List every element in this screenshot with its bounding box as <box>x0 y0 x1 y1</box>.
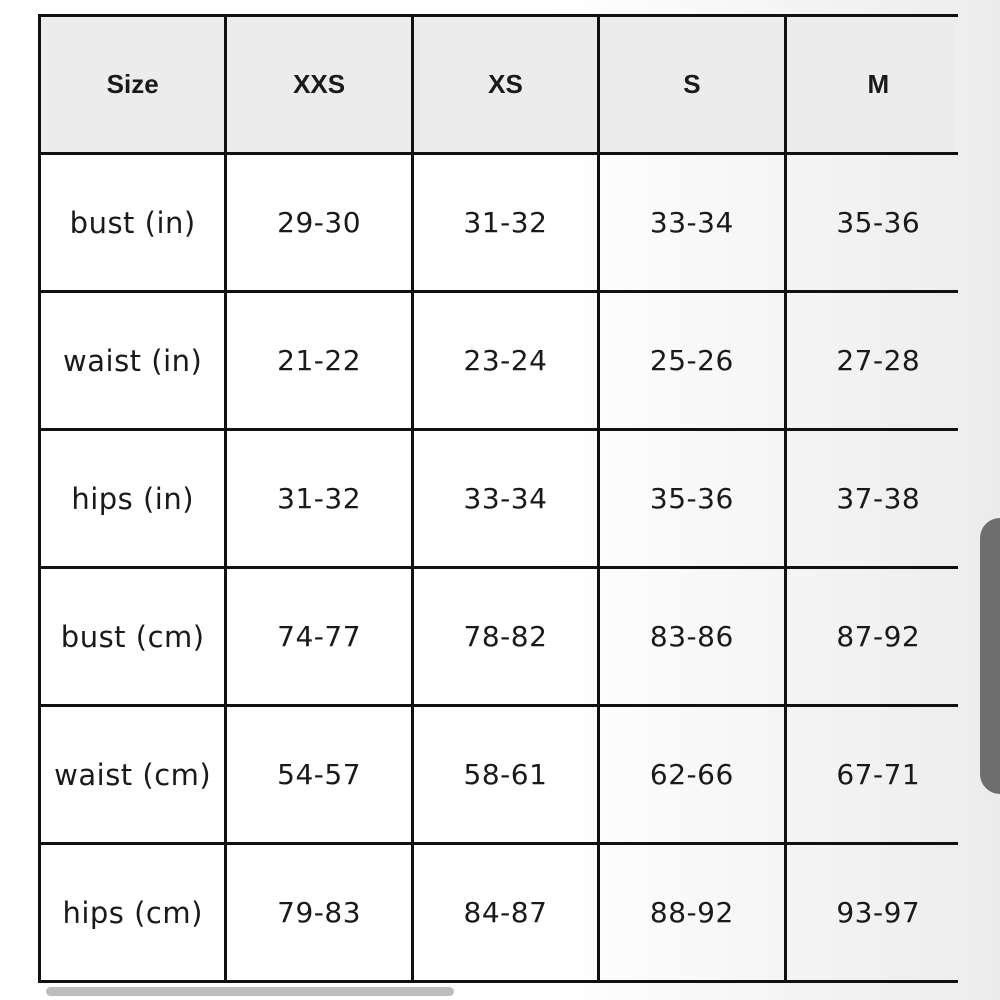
table-cell: 79-83 <box>226 844 412 982</box>
row-label: bust (cm) <box>40 568 226 706</box>
table-cell: 35-36 <box>599 430 785 568</box>
header-cell-xxs: XXS <box>226 16 412 154</box>
table-cell: 21-22 <box>226 292 412 430</box>
table-cell: 87-92 <box>785 568 958 706</box>
table-cell: 37-38 <box>785 430 958 568</box>
table-row <box>40 154 959 292</box>
table-row <box>40 568 959 706</box>
header-row <box>40 16 959 154</box>
header-cell-size: Size <box>40 16 226 154</box>
table-cell: 84-87 <box>412 844 598 982</box>
table-cell: 31-32 <box>412 154 598 292</box>
table-cell: 78-82 <box>412 568 598 706</box>
table-cell: 35-36 <box>785 154 958 292</box>
header-cell-m: M <box>785 16 958 154</box>
table-cell: 54-57 <box>226 706 412 844</box>
header-cell-s: S <box>599 16 785 154</box>
side-drag-handle[interactable] <box>980 518 1000 794</box>
table-cell: 83-86 <box>599 568 785 706</box>
table-cell: 88-92 <box>599 844 785 982</box>
size-chart-scroll-area[interactable] <box>38 14 958 1000</box>
header-cell-xs: XS <box>412 16 598 154</box>
table-cell: 62-66 <box>599 706 785 844</box>
table-cell: 27-28 <box>785 292 958 430</box>
horizontal-scroll-indicator[interactable] <box>46 987 454 996</box>
table-row <box>40 430 959 568</box>
size-chart-table <box>38 14 958 983</box>
table-cell: 93-97 <box>785 844 958 982</box>
table-row <box>40 292 959 430</box>
table-cell: 25-26 <box>599 292 785 430</box>
row-label: hips (cm) <box>40 844 226 982</box>
table-cell: 23-24 <box>412 292 598 430</box>
row-label: bust (in) <box>40 154 226 292</box>
table-cell: 33-34 <box>599 154 785 292</box>
table-cell: 33-34 <box>412 430 598 568</box>
row-label: hips (in) <box>40 430 226 568</box>
table-cell: 29-30 <box>226 154 412 292</box>
table-cell: 67-71 <box>785 706 958 844</box>
row-label: waist (cm) <box>40 706 226 844</box>
table-row <box>40 844 959 982</box>
table-row <box>40 706 959 844</box>
row-label: waist (in) <box>40 292 226 430</box>
table-cell: 74-77 <box>226 568 412 706</box>
table-cell: 58-61 <box>412 706 598 844</box>
table-cell: 31-32 <box>226 430 412 568</box>
